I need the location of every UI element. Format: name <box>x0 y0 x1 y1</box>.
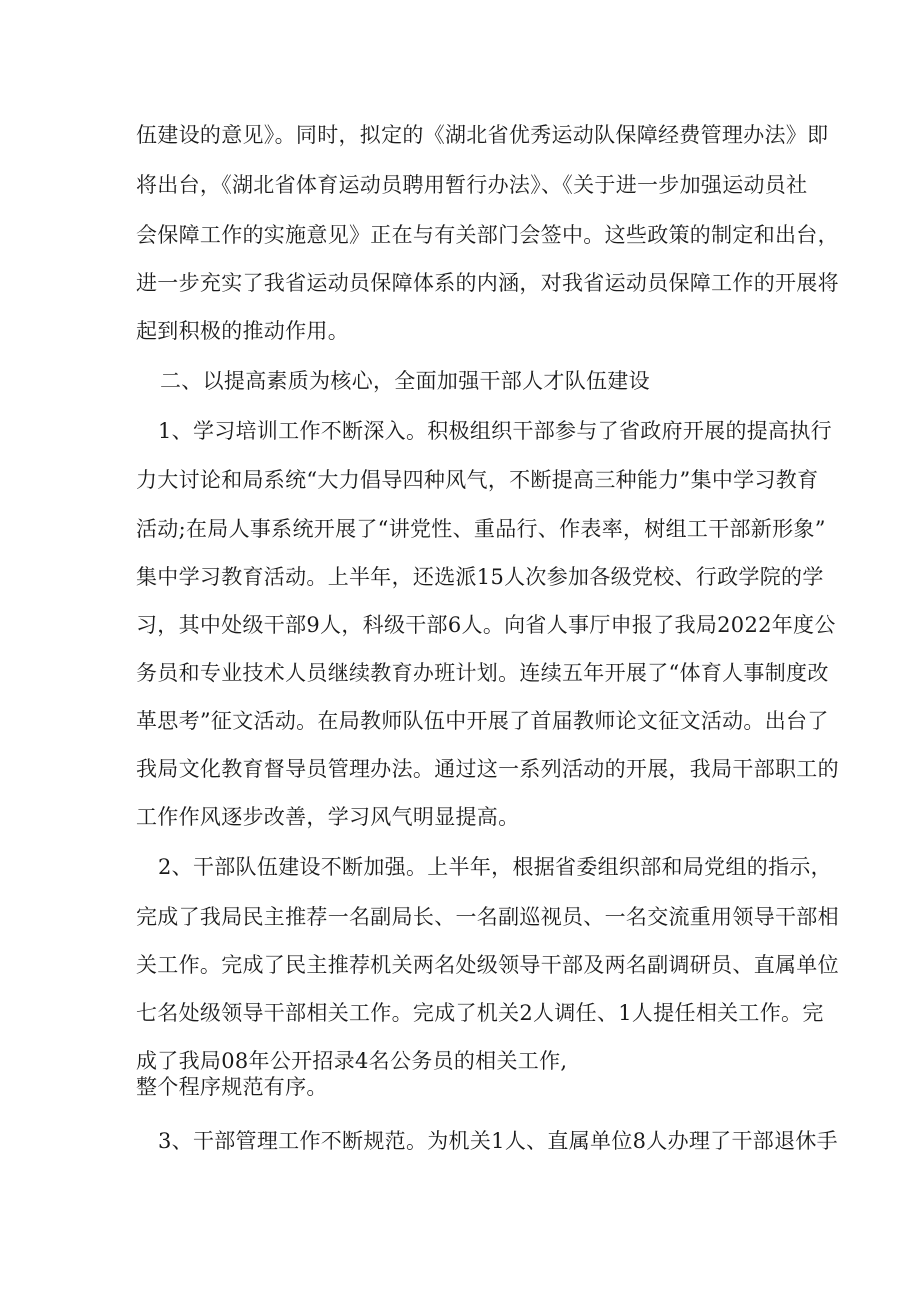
paragraph-line: 力大讨论和局系统“大力倡导四种风气，不断提高三种能力”集中学习教育 <box>136 468 819 492</box>
paragraph-line: 伍建设的意见》。同时，拟定的《湖北省优秀运动队保障经费管理办法》即 <box>136 123 829 147</box>
paragraph-line: 习，其中处级干部9人，科级干部6人。向省人事厅申报了我局2022年度公 <box>136 613 836 637</box>
paragraph-line: 工作作风逐步改善，学习风气明显提高。 <box>136 805 520 829</box>
paragraph-line: 2、干部队伍建设不断加强。上半年，根据省委组织部和局党组的指示， <box>158 855 832 879</box>
paragraph-line: 1、学习培训工作不断深入。积极组织干部参与了省政府开展的提高执行 <box>158 419 832 443</box>
paragraph-line: 整个程序规范有序。 <box>136 1075 328 1099</box>
paragraph-line: 集中学习教育活动。上半年，还选派15人次参加各级党校、行政学院的学 <box>136 565 824 589</box>
paragraph-line: 革思考”征文活动。在局教师队伍中开展了首届教师论文征文活动。出台了 <box>136 709 829 733</box>
paragraph-line: 我局文化教育督导员管理办法。通过这一系列活动的开展，我局干部职工的 <box>136 757 839 781</box>
paragraph-line: 活动;在局人事系统开展了“讲党性、重品行、作表率，树组工干部新形象” <box>136 517 826 541</box>
paragraph-line: 关工作。完成了民主推荐机关两名处级领导干部及两名副调研员、直属单位 <box>136 953 839 977</box>
paragraph-line: 起到积极的推动作用。 <box>136 319 349 343</box>
paragraph-line: 进一步充实了我省运动员保障体系的内涵，对我省运动员保障工作的开展将 <box>136 271 839 295</box>
paragraph-line: 七名处级领导干部相关工作。完成了机关2人调任、1人提任相关工作。完 <box>136 1001 824 1025</box>
paragraph-line: 3、干部管理工作不断规范。为机关1人、直属单位8人办理了干部退休手 <box>158 1129 838 1153</box>
paragraph-line: 完成了我局民主推荐一名副局长、一名副巡视员、一名交流重用领导干部相 <box>136 905 839 929</box>
paragraph-line: 将出台，《湖北省体育运动员聘用暂行办法》、《关于进一步加强运动员社 <box>136 173 808 197</box>
paragraph-line: 务员和专业技术人员继续教育办班计划。连续五年开展了“体育人事制度改 <box>136 661 829 685</box>
section-heading: 二、以提高素质为核心，全面加强干部人才队伍建设 <box>160 369 650 393</box>
paragraph-line: 成了我局08年公开招录4名公务员的相关工作, <box>136 1049 568 1073</box>
paragraph-line: 会保障工作的实施意见》正在与有关部门会签中。这些政策的制定和出台， <box>136 223 839 247</box>
